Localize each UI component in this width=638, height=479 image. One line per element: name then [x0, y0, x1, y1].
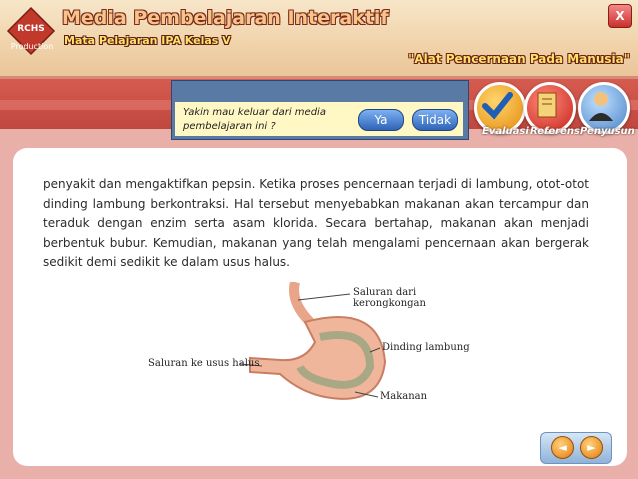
app-title: Media Pembelajaran Interaktif	[62, 7, 389, 29]
label-usus-halus: Saluran ke usus halus	[148, 358, 260, 369]
book-icon	[527, 85, 567, 125]
topic-title: "Alat Pencernaan Pada Manusia"	[408, 52, 630, 66]
next-page-button[interactable]: ►	[580, 436, 603, 459]
penyusun-label: Penyusun	[580, 126, 635, 137]
evaluasi-label: Evaluasi	[482, 126, 529, 137]
label-makanan: Makanan	[380, 391, 428, 402]
rchs-logo	[6, 6, 56, 56]
prev-page-button[interactable]: ◄	[551, 436, 574, 459]
person-icon	[581, 85, 621, 125]
stomach-diagram	[140, 282, 470, 422]
logo-subtext: Production	[10, 42, 54, 51]
subject-subtitle: Mata Pelajaran IPA Kelas V	[64, 34, 231, 47]
referensi-label: Referensi	[530, 126, 584, 137]
stomach-shape	[250, 317, 385, 399]
label-dinding-lambung: Dinding lambung	[382, 342, 470, 353]
lesson-paragraph: penyakit dan mengaktifkan pepsin. Ketika proses pencernaan terjadi di lambung, otot-otot dinding lambung berkontraksi. Hal tersebut menyebabkan makanan akan tercampur dan teraduk dengan enzim serta asam klorida. Secara bertahap, makanan akan menjadi berbentuk bubur. Kemudian, makanan yang telah mengalami pencernaan akan bergerak sedikit demi sedikit ke dalam usus halus.	[43, 177, 589, 269]
label-kerongkongan: Saluran dari kerongkongan	[353, 287, 426, 309]
close-button[interactable]: X	[608, 4, 632, 28]
exit-dialog-message: Yakin mau keluar dari media pembelajaran ini ?	[183, 107, 326, 132]
checkmark-icon	[477, 85, 517, 125]
logo-text: RCHS	[17, 24, 45, 34]
esophagus-shape	[294, 282, 310, 322]
confirm-yes-button[interactable]: Ya	[358, 109, 404, 131]
confirm-no-button[interactable]: Tidak	[412, 109, 458, 131]
